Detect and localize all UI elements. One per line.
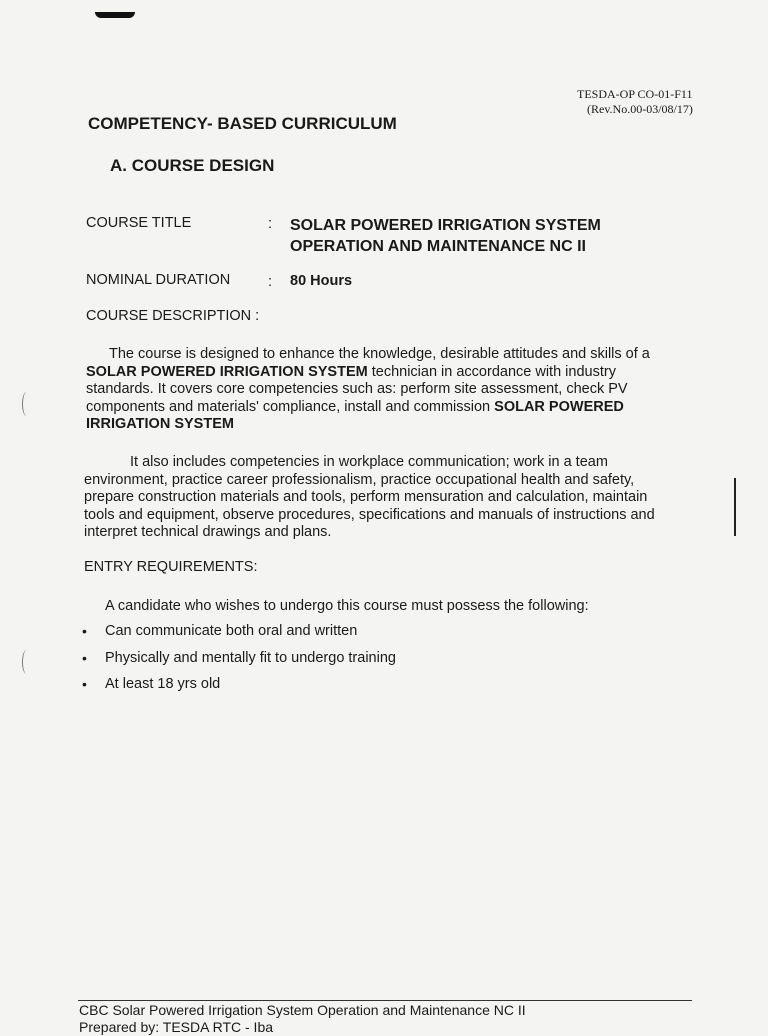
p1-text-4: components and materials' compliance, install and commission (86, 398, 495, 415)
p2-line-3: prepare construction materials and tools, perform mensuration and calculation, maintain (84, 489, 648, 505)
p1-line-4 (86, 399, 686, 417)
p2-line-1: It also includes competencies in workplace communication; work in a team (130, 454, 608, 470)
footer (79, 1002, 526, 1036)
footer-line-1: CBC Solar Powered Irrigation System Operation and Maintenance NC II (79, 1002, 526, 1018)
bullet-icon: • (82, 623, 87, 639)
page-heading: COMPETENCY- BASED CURRICULUM (88, 114, 397, 133)
entry-requirements-label: ENTRY REQUIREMENTS: (84, 559, 258, 575)
nominal-duration-label: NOMINAL DURATION (86, 272, 231, 288)
p2-line-4: tools and equipment, observe procedures, specifications and manuals of instructions and (84, 506, 655, 523)
p1-bold-1: SOLAR POWERED IRRIGATION SYSTEM (86, 363, 368, 380)
course-description-paragraph-1 (86, 346, 686, 434)
scan-mark-right (734, 478, 736, 536)
footer-line-2: Prepared by: TESDA RTC - Iba (79, 1019, 274, 1035)
scan-mark-left-2 (22, 650, 31, 674)
document-code-line2: (Rev.No.00-03/08/17) (587, 102, 693, 116)
course-title-colon: : (268, 216, 273, 232)
course-title-value (290, 215, 601, 257)
p1-bold-2: SOLAR POWERED (494, 398, 624, 415)
course-title-line1: SOLAR POWERED IRRIGATION SYSTEM (290, 217, 601, 234)
bullet-icon: • (82, 676, 87, 692)
document-code-line1: TESDA-OP CO-01-F11 (577, 87, 693, 101)
list-item-text: Can communicate both oral and written (105, 623, 358, 639)
list-item-text: At least 18 yrs old (105, 676, 221, 692)
p1-text-2: technician in accordance with industry (367, 363, 616, 380)
nominal-duration-colon: : (268, 274, 273, 290)
p1-bold-3: IRRIGATION SYSTEM (86, 416, 234, 432)
nominal-duration-value: 80 Hours (290, 273, 353, 289)
course-description-label: COURSE DESCRIPTION : (86, 308, 260, 324)
course-title-line2: OPERATION AND MAINTENANCE NC II (290, 238, 586, 255)
p2-line-2: environment, practice career professionalism, practice occupational health and safety, (84, 471, 635, 488)
entry-requirements-intro: A candidate who wishes to undergo this course must possess the following: (105, 598, 589, 614)
p1-line-1: The course is designed to enhance the knowledge, desirable attitudes and skills of a (109, 346, 650, 362)
scan-mark-top (95, 12, 135, 18)
scan-mark-left-1 (22, 392, 31, 416)
document-code (577, 87, 693, 117)
list-item-text: Physically and mentally fit to undergo training (105, 650, 396, 666)
p1-line-2 (86, 364, 686, 382)
course-description-paragraph-2 (84, 454, 704, 542)
p1-line-5 (86, 416, 686, 434)
bullet-icon: • (82, 650, 87, 666)
footer-divider (78, 1000, 692, 1001)
p1-line-3: standards. It covers core competencies such as: perform site assessment, check PV (86, 381, 628, 397)
p2-line-5: interpret technical drawings and plans. (84, 524, 332, 540)
course-title-label: COURSE TITLE (86, 215, 192, 231)
section-heading: A. COURSE DESIGN (110, 156, 275, 175)
